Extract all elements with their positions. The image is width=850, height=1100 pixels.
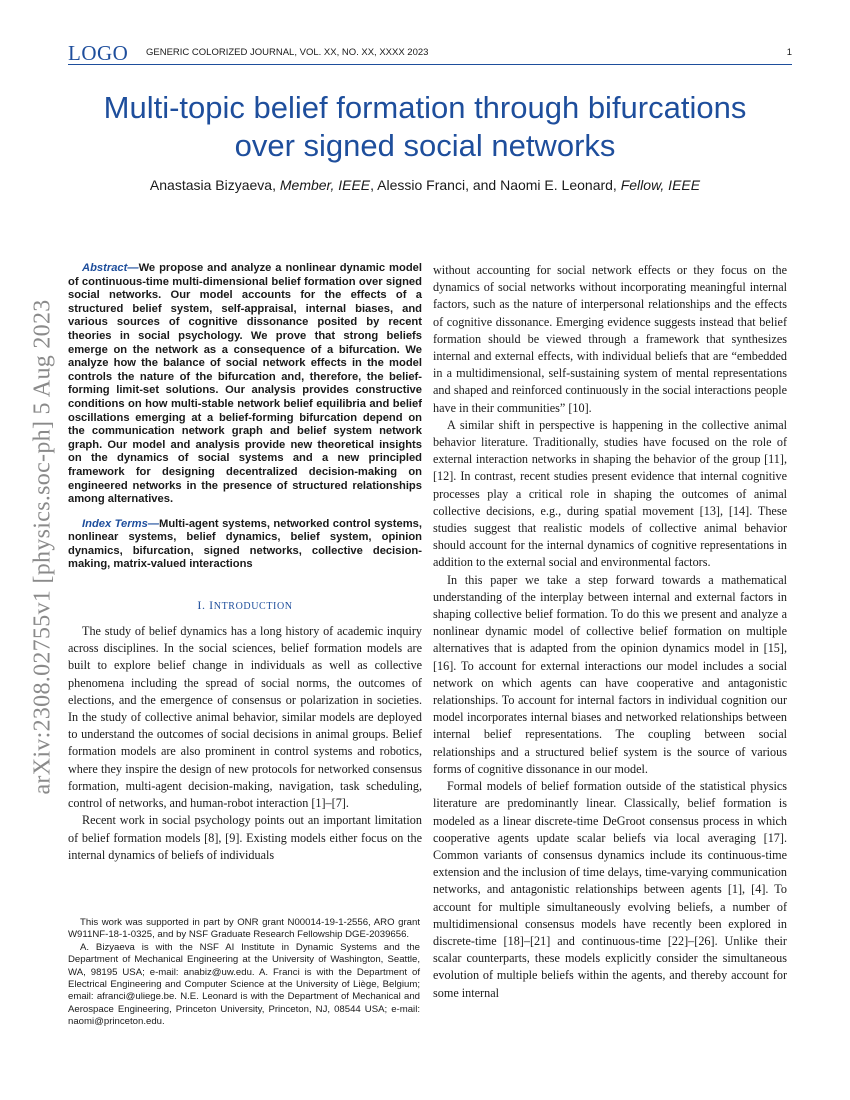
journal-logo: LOGO: [68, 41, 129, 65]
abstract: [68, 262, 422, 507]
authors-rest: , Alessio Franci, and Naomi E. Leonard,: [370, 177, 621, 193]
footnote-funding: This work was supported in part by ONR grant N00014-19-1-2556, ARO grant W911NF-18-1-0325, and by NSF Graduate Research Fellowship DGE-2039656.: [68, 917, 420, 941]
right-column: [433, 262, 787, 1002]
section-heading-introduction: I. INTRODUCTION: [197, 598, 293, 613]
abstract-text: We propose and analyze a nonlinear dynamic model of continuous-time multi-dimensional belief formation over signed social networks. Our model accounts for the effects of a structured belief system, self-appraisal, internal biases, and various sources of cognitive dissonance posited by recent theories in social psychology. We prove that strong beliefs emerge on the network as a consequence of a bifurcation. We analyze how the balance of social network effects in the model controls the nature of the bifurcation and, therefore, the belief-forming limit-set solutions. Our analysis provides constructive conditions on how multi-stable network belief equilibria and belief oscillations emerging at a belief-forming bifurcation depend on the communication network graph and belief system network graph. Our model and analysis provide new theoretical insights on the dynamics of social systems and a new principled framework for designing decentralized decision-making on engineered networks in the presence of structured relationships among alternatives.: [68, 262, 422, 506]
paragraph: In this paper we take a step forward towards a mathematical understanding of the interplay between internal and external factors in shaping collective belief formation. To do this we present and analyze a nonlinear dynamic model of collective belief formation on multiple alternatives that is adapted from the opinion dynamics model in [15],[16]. To account for external interactions our model includes a social network on which agents can have cooperative and antagonistic relationships. To account for internal factors in individual cognition our model incorporates internal biases and networked relationships between internal belief representations. The coupling between social relationships and a structured belief system is the source of various forms of cognitive dissonance in our model.: [433, 572, 787, 776]
paragraph: Recent work in social psychology points out an important limitation of belief formation models [8], [9]. Existing models either focus on the internal dynamics of beliefs of individuals: [68, 813, 422, 862]
paragraph: Formal models of belief formation outside of the statistical physics literature are predominantly linear. Classically, belief formation is modeled as a linear discrete-time DeGroot consensus process in which cooperative agents update scalar beliefs via local averaging [17]. Common variants of consensus dynamics include its continuous-time extension and the inclusion of time delays, time-varying communication networks, and antagonistic relationships between agents [1], [4]. To account for multiple simultaneously evolving beliefs, a number of multidimensional consensus models have recently been explored in discrete-time [18]–[21] and continuous-time [22]–[26]. Unlike their scalar counterparts, these models explicitly consider the simultaneous evolution of multiple beliefs within the agents, and thereby account for some internal: [433, 779, 787, 1000]
paragraph: A similar shift in perspective is happening in the collective animal behavior literature. Traditionally, studies have focused on the role of external interaction networks in shaping the behavior of the group [11], [12]. In contrast, recent studies present evidence that internal cognitive processes play a critical role in shaping the outcomes of animal collective decisions, e.g., during spatial movement [13], [14]. These studies suggest that realistic models of collective animal behavior should account for the internal dynamics of cognitive representations in addition to the external social and environmental factors.: [433, 417, 787, 570]
abstract-label: Abstract—: [82, 262, 139, 274]
index-terms: [68, 518, 422, 572]
journal-info: GENERIC COLORIZED JOURNAL, VOL. XX, NO. XX, XXXX 2023: [146, 47, 429, 58]
author-3-role: Fellow, IEEE: [620, 177, 701, 193]
running-header: [68, 42, 792, 65]
left-column: [68, 262, 422, 864]
arxiv-stamp-text: arXiv:2308.02755v1 [physics.soc-ph] 5 Aug 2023: [29, 299, 55, 795]
author-1: Anastasia Bizyaeva,: [149, 177, 280, 193]
title-line-2: over signed social networks: [234, 128, 616, 163]
index-terms-text: Multi-agent systems, networked control systems, nonlinear systems, belief dynamics, belief system, opinion dynamics, bifurcation, signed networks, collective decision-making, matrix-valued interactions: [68, 517, 422, 571]
paragraph: without accounting for social network effects or they focus on the dynamics of social networks without incorporating meaningful internal factors, such as the nature of interpersonal relationships and the effects of cognitive dissonance. Emerging evidence suggests instead that belief formation should be viewed through a framework that synthesizes internal and external effects, with individual beliefs that are “embedded in a multidimensional, self-sustaining system of mental representations and shaped and reinforced continuously in the social interactions people have in their communities” [10].: [433, 263, 787, 415]
footnotes: [68, 917, 420, 1029]
arxiv-stamp: [25, 262, 60, 832]
page-number: 1: [786, 47, 792, 58]
paper-title: [60, 89, 790, 165]
paragraph: The study of belief dynamics has a long history of academic inquiry across disciplines. In the social sciences, belief formation models are built to explore belief change in individuals as well as collective phenomena including the spread of social norms, the outcomes of elections, and the emergence of consensus or polarization in societies. In the study of collective animal behavior, similar models are deployed to understand the outcomes of social decisions in animal groups. Belief formation models are also prominent in control systems and robotics, where they inspire the design of new protocols for networked consensus formation, multi-agent decision-making, navigation, task scheduling, control of networks, and human-robot interaction [1]–[7].: [68, 624, 422, 811]
author-list: [60, 177, 790, 193]
footnote-affiliations: A. Bizyaeva is with the NSF AI Institute in Dynamic Systems and the Department of Mechanical Engineering at the University of Washington, Seattle, WA, 98195 USA; e-mail: anabiz@uw.edu. A. Franci is with the Department of Electrical Engineering and Computer Science at the University of Liège, Belgium; email: afranci@uliege.be. N.E. Leonard is with the Department of Mechanical and Aerospace Engineering, Princeton University, Princeton, NJ, 08544 USA; e-mail: naomi@princeton.edu.: [68, 941, 420, 1028]
title-line-1: Multi-topic belief formation through bifurcations: [103, 90, 747, 125]
author-1-role: Member, IEEE: [279, 177, 371, 193]
index-terms-label: Index Terms—: [82, 517, 159, 530]
